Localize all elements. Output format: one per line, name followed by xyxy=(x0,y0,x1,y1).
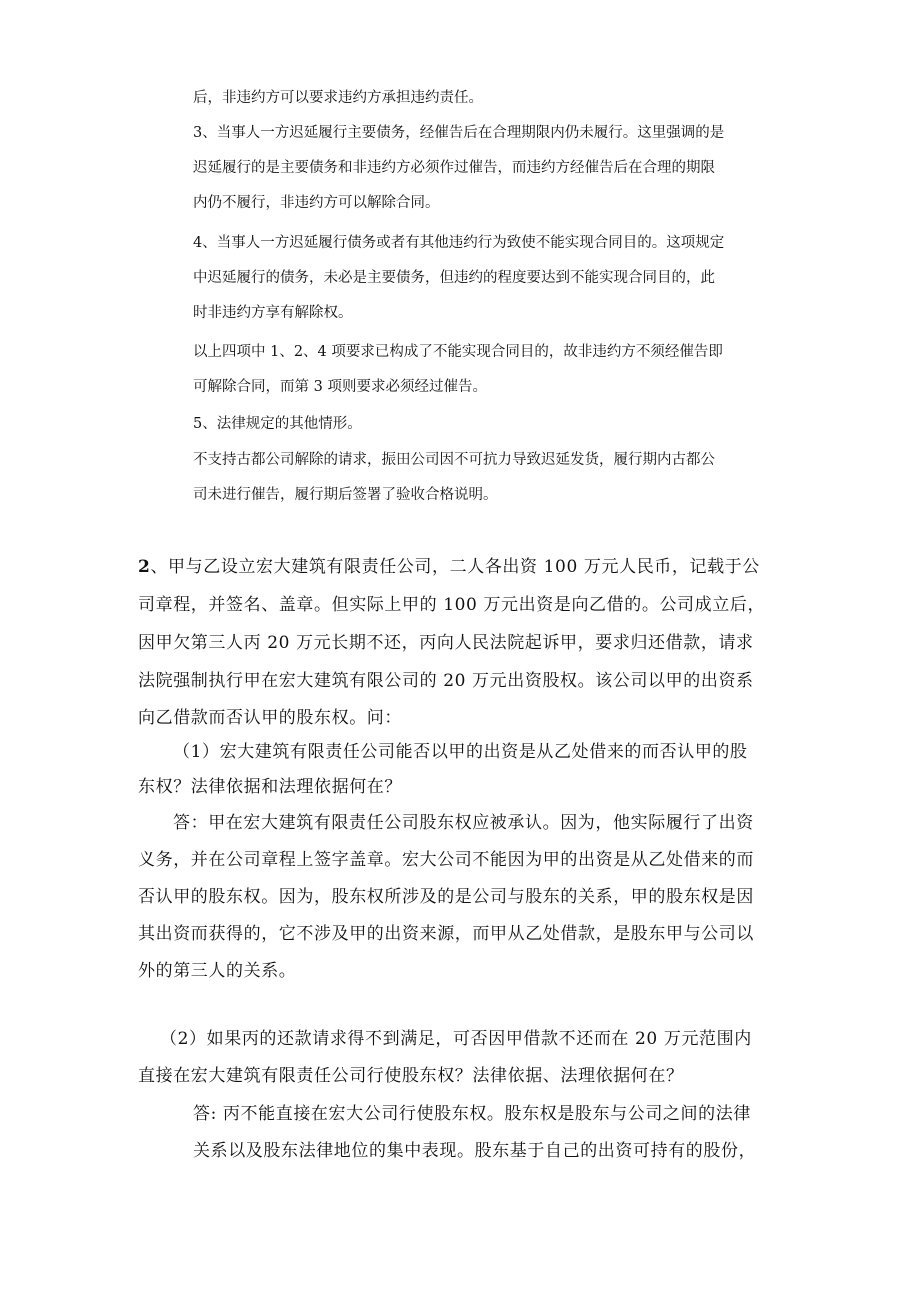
text-line: 中迟延履行的债务，未必是主要债务，但违约的程度要达到不能实现合同目的，此 xyxy=(193,270,715,286)
sub-question-line: （2）如果丙的还款请求得不到满足，可否因甲借款不还而在 20 万元范围内 xyxy=(160,1029,752,1049)
question-line: 向乙借款而否认甲的股东权。问： xyxy=(138,708,402,728)
question-number: 2 xyxy=(138,557,151,577)
sub-question-line: 东权？法律依据和法理依据何在？ xyxy=(138,777,402,797)
text-line: 时非违约方享有解除权。 xyxy=(193,305,353,321)
question-line: 司章程，并签名、盖章。但实际上甲的 100 万元出资是向乙借的。公司成立后， xyxy=(138,595,766,615)
answer-line: 关系以及股东法律地位的集中表现。股东基于自己的出资可持有的股份， xyxy=(193,1141,757,1161)
text-line: 迟延履行的是主要债务和非违约方必须作过催告，而违约方经催告后在合理的期限 xyxy=(193,160,715,176)
question-line: 因甲欠第三人丙 20 万元长期不还，丙向人民法院起诉甲，要求归还借款，请求 xyxy=(138,633,754,653)
answer-line: 义务，并在公司章程上签字盖章。宏大公司不能因为甲的出资是从乙处借来的而 xyxy=(138,850,754,870)
text-line: 4、当事人一方迟延履行债务或者有其他违约行为致使不能实现合同目的。这项规定 xyxy=(193,235,725,251)
text-line: 内仍不履行，非违约方可以解除合同。 xyxy=(193,195,440,211)
text-line: 5、法律规定的其他情形。 xyxy=(193,416,362,432)
answer-line: 答：甲在宏大建筑有限责任公司股东权应被承认。因为，他实际履行了出资 xyxy=(173,813,754,833)
text-line: 后，非违约方可以要求违约方承担违约责任。 xyxy=(193,90,483,106)
text-line: 不支持古都公司解除的请求，振田公司因不可抗力导致迟延发货，履行期内古都公 xyxy=(193,452,715,468)
text-line: 司未进行催告，履行期后签署了验收合格说明。 xyxy=(193,487,498,503)
question-text: 、甲与乙设立宏大建筑有限责任公司，二人各出资 100 万元人民币，记载于公 xyxy=(150,557,760,577)
answer-line: 其出资而获得的，它不涉及甲的出资来源，而甲从乙处借款，是股东甲与公司以 xyxy=(138,924,754,944)
question-line: 法院强制执行甲在宏大建筑有限公司的 20 万元出资股权。该公司以甲的出资系 xyxy=(138,671,754,691)
text-line: 3、当事人一方迟延履行主要债务，经催告后在合理期限内仍未履行。这里强调的是 xyxy=(193,125,725,141)
answer-line: 答: 丙不能直接在宏大公司行使股东权。股东权是股东与公司之间的法律 xyxy=(193,1104,751,1124)
sub-question-line: 直接在宏大建筑有限责任公司行使股东权？法律依据、法理依据何在？ xyxy=(138,1066,684,1086)
answer-line: 外的第三人的关系。 xyxy=(138,961,297,981)
sub-question-line: （1）宏大建筑有限责任公司能否以甲的出资是从乙处借来的而否认甲的股 xyxy=(173,742,748,762)
text-line: 以上四项中 1、2、4 项要求已构成了不能实现合同目的，故非违约方不须经催告即 xyxy=(193,344,723,360)
answer-line: 否认甲的股东权。因为，股东权所涉及的是公司与股东的关系，甲的股东权是因 xyxy=(138,887,754,907)
text-line: 可解除合同，而第 3 项则要求必须经过催告。 xyxy=(193,379,487,395)
question-line xyxy=(138,552,760,577)
